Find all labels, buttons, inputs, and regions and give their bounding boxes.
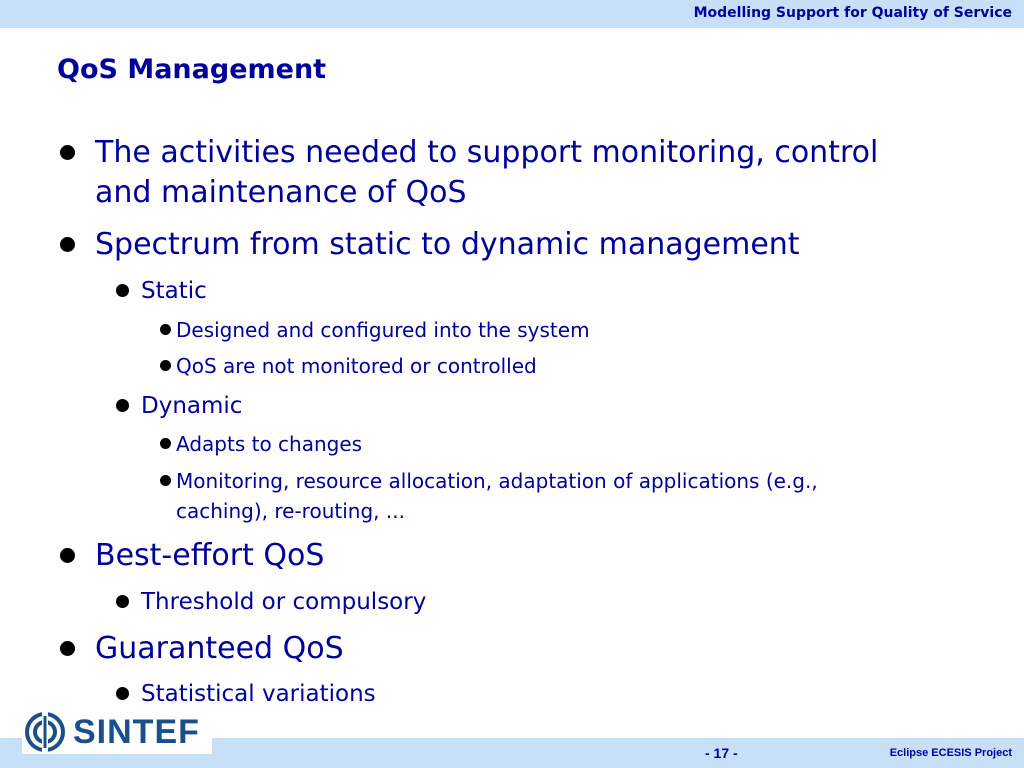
bullet-text-line: and maintenance of QoS bbox=[95, 175, 467, 210]
bullet-dot-icon bbox=[160, 475, 171, 486]
sub-bullet-item bbox=[116, 679, 376, 709]
sintef-logo-text: SINTEF bbox=[73, 713, 200, 751]
bullet-dot-icon bbox=[60, 145, 75, 160]
bullet-dot-icon bbox=[116, 399, 129, 412]
slide-title: QoS Management bbox=[57, 54, 327, 85]
bullet-text bbox=[176, 466, 818, 526]
bullet-text: Statistical variations bbox=[141, 681, 376, 707]
bullet-text: Static bbox=[141, 278, 207, 304]
bullet-item bbox=[60, 133, 878, 213]
sintef-logo bbox=[22, 710, 212, 754]
bullet-dot-icon bbox=[116, 595, 129, 608]
bullet-dot-icon bbox=[60, 641, 75, 656]
bullet-item bbox=[60, 225, 800, 265]
bullet-text-line: Monitoring, resource allocation, adaptation of applications (e.g., bbox=[176, 469, 818, 493]
bullet-dot-icon bbox=[60, 548, 75, 563]
header-bar bbox=[0, 0, 1024, 28]
bullet-text: Best-effort QoS bbox=[95, 538, 325, 573]
bullet-dot-icon bbox=[160, 438, 171, 449]
sub-sub-bullet-item bbox=[160, 466, 818, 526]
sub-bullet-item bbox=[116, 587, 426, 617]
sub-bullet-item bbox=[116, 391, 242, 421]
bullet-text: Guaranteed QoS bbox=[95, 631, 344, 666]
bullet-dot-icon bbox=[116, 284, 129, 297]
sub-sub-bullet-item bbox=[160, 351, 537, 381]
sub-sub-bullet-item bbox=[160, 429, 362, 459]
bullet-text-line: caching), re-routing, ... bbox=[176, 499, 405, 523]
sub-sub-bullet-item bbox=[160, 315, 590, 345]
bullet-text-line: The activities needed to support monitoring, control bbox=[95, 135, 879, 170]
bullet-dot-icon bbox=[60, 237, 75, 252]
sintef-logo-icon bbox=[25, 712, 65, 752]
bullet-dot-icon bbox=[160, 360, 171, 371]
bullet-text: Spectrum from static to dynamic management bbox=[95, 227, 800, 262]
bullet-text: Dynamic bbox=[141, 393, 243, 419]
bullet-text: QoS are not monitored or controlled bbox=[176, 354, 537, 378]
sub-bullet-item bbox=[116, 276, 207, 306]
bullet-dot-icon bbox=[116, 687, 129, 700]
page-number: - 17 - bbox=[705, 745, 738, 761]
bullet-item bbox=[60, 629, 344, 669]
presentation-title: Modelling Support for Quality of Service bbox=[693, 5, 1012, 21]
bullet-text: Designed and configured into the system bbox=[176, 318, 590, 342]
bullet-text: Threshold or compulsory bbox=[141, 589, 427, 615]
bullet-dot-icon bbox=[160, 324, 171, 335]
bullet-item bbox=[60, 536, 324, 576]
bullet-text bbox=[95, 133, 878, 213]
bullet-text: Adapts to changes bbox=[176, 432, 363, 456]
project-name: Eclipse ECESIS Project bbox=[889, 747, 1012, 759]
